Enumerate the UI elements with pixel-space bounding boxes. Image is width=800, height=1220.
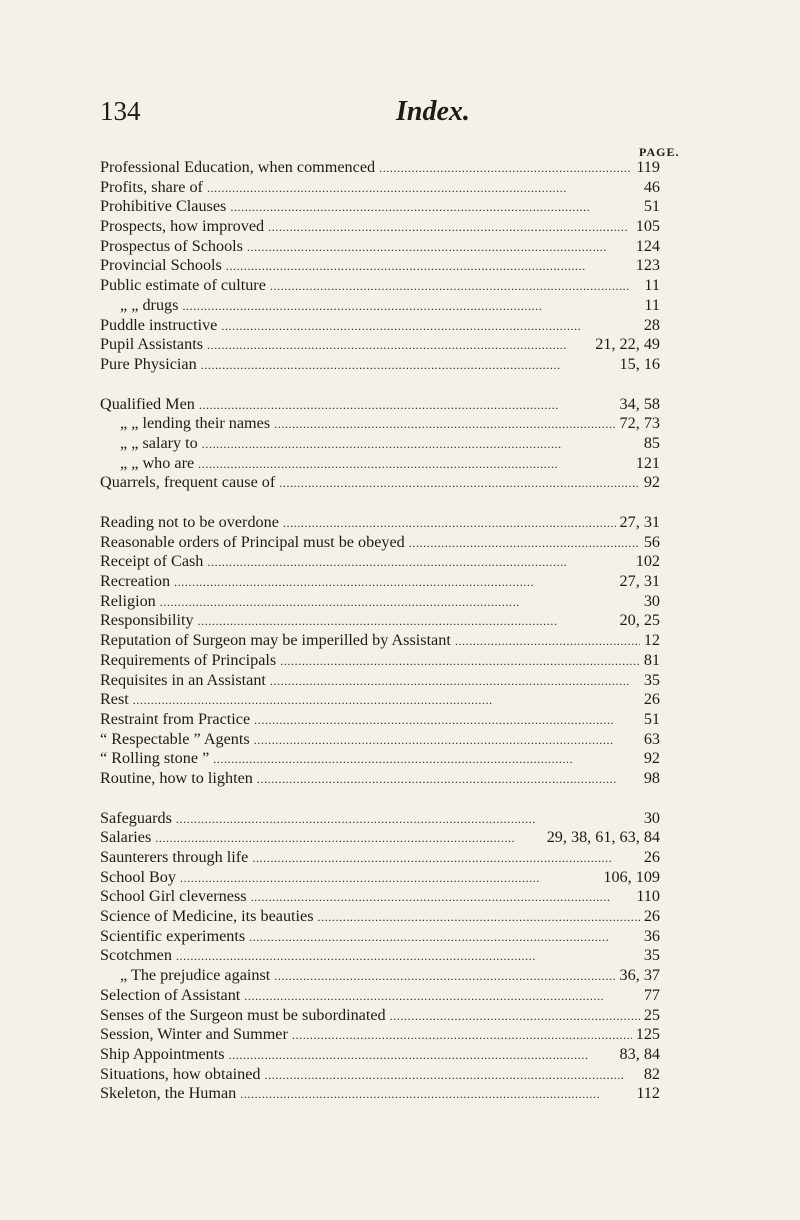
index-term: Reasonable orders of Principal must be obeyed	[100, 532, 405, 551]
index-pages: 28	[643, 315, 660, 334]
index-pages: 26	[643, 690, 660, 709]
index-pages: 30	[643, 808, 660, 827]
index-list	[100, 158, 660, 1124]
dot-leader	[274, 414, 615, 434]
dot-leader	[390, 1006, 640, 1026]
index-term: Skeleton, the Human	[100, 1084, 237, 1103]
index-pages: 77	[643, 985, 660, 1004]
index-entry	[100, 473, 660, 493]
index-entry	[100, 611, 660, 631]
index-term: Quarrels, frequent cause of	[100, 473, 276, 492]
index-entry	[100, 710, 660, 730]
index-pages: 35	[643, 670, 660, 689]
index-pages: 36	[643, 926, 660, 945]
dot-leader	[198, 611, 616, 631]
index-entry	[100, 197, 660, 217]
dot-leader	[202, 434, 640, 454]
index-entry	[100, 946, 660, 966]
index-pages: 85	[643, 433, 660, 452]
index-pages: 98	[643, 768, 660, 787]
index-term: Professional Education, when commenced	[100, 158, 376, 176]
dot-leader	[180, 868, 599, 888]
index-entry	[100, 1006, 660, 1026]
index-term: Scientific experiments	[100, 926, 246, 945]
index-entry	[100, 572, 660, 592]
index-section	[100, 513, 660, 789]
index-entry	[100, 217, 660, 237]
index-term: Puddle instructive	[100, 315, 218, 334]
dot-leader	[198, 454, 632, 474]
index-pages: 106, 109	[603, 867, 660, 886]
index-entry	[100, 335, 660, 355]
index-entry	[100, 907, 660, 927]
page-title: Index.	[396, 96, 470, 127]
index-entry	[100, 769, 660, 789]
index-term: Scotchmen	[100, 946, 172, 965]
index-pages: 92	[643, 473, 660, 492]
index-pages: 110	[636, 887, 660, 906]
index-pages: 30	[643, 591, 660, 610]
index-term: Senses of the Surgeon must be subordinated	[100, 1005, 386, 1024]
dot-leader	[207, 335, 591, 355]
index-term: Responsibility	[100, 611, 194, 630]
index-entry	[100, 316, 660, 336]
index-entry	[100, 533, 660, 553]
index-term: Situations, how obtained	[100, 1064, 261, 1083]
index-entry	[100, 986, 660, 1006]
index-term: Restraint from Practice	[100, 709, 251, 728]
index-pages: 63	[643, 729, 660, 748]
index-term: Salaries	[100, 828, 152, 847]
index-term: Religion	[100, 591, 156, 610]
index-term: Prohibitive Clauses	[100, 197, 227, 216]
index-term: Session, Winter and Summer	[100, 1025, 288, 1044]
index-term: Science of Medicine, its beauties	[100, 907, 314, 926]
index-term: School Boy	[100, 867, 176, 886]
dot-leader	[199, 395, 616, 415]
index-pages: 92	[643, 749, 660, 768]
index-section	[100, 395, 660, 493]
index-pages: 46	[643, 177, 660, 196]
index-term: School Girl cleverness	[100, 887, 247, 906]
index-term: Recreation	[100, 572, 171, 591]
index-pages: 12	[643, 631, 660, 650]
index-term: Profits, share of	[100, 177, 203, 196]
index-entry	[100, 414, 660, 434]
index-entry	[100, 296, 660, 316]
index-term: “ Rolling stone ”	[100, 749, 210, 768]
index-term: Qualified Men	[100, 394, 195, 413]
dot-leader	[247, 237, 632, 257]
index-entry	[100, 966, 660, 986]
dot-leader	[274, 966, 615, 986]
page-column-label: PAGE.	[639, 145, 680, 159]
dot-leader	[176, 946, 640, 966]
index-term: Reading not to be overdone	[100, 513, 279, 531]
index-pages: 51	[643, 709, 660, 728]
index-entry	[100, 651, 660, 671]
dot-leader	[230, 197, 639, 217]
dot-leader	[265, 1065, 640, 1085]
index-pages: 35	[643, 946, 660, 965]
index-entry	[100, 276, 660, 296]
index-entry	[100, 395, 660, 415]
index-entry	[100, 1065, 660, 1085]
index-entry	[100, 256, 660, 276]
dot-leader	[270, 671, 640, 691]
index-term: „ „ salary to	[120, 433, 198, 452]
dot-leader	[249, 927, 640, 947]
index-entry	[100, 848, 660, 868]
index-term: Requisites in an Assistant	[100, 670, 266, 689]
index-term: „ „ drugs	[120, 295, 179, 314]
index-entry	[100, 158, 660, 178]
dot-leader	[292, 1025, 632, 1045]
index-term: Safeguards	[100, 808, 172, 827]
dot-leader	[182, 296, 640, 316]
index-entry	[100, 730, 660, 750]
index-pages: 36, 37	[619, 966, 660, 985]
index-entry	[100, 868, 660, 888]
dot-leader	[160, 592, 640, 612]
page-number: 134	[100, 96, 141, 126]
dot-leader	[213, 749, 640, 769]
index-pages: 51	[643, 197, 660, 216]
index-term: „ The prejudice against	[120, 966, 271, 985]
index-pages: 124	[635, 236, 660, 255]
index-entry	[100, 454, 660, 474]
dot-leader	[251, 887, 633, 907]
dot-leader	[176, 809, 640, 829]
index-term: Prospects, how improved	[100, 217, 265, 236]
index-entry	[100, 434, 660, 454]
dot-leader	[207, 552, 631, 572]
index-entry	[100, 631, 660, 651]
index-pages: 20, 25	[619, 611, 660, 630]
index-entry	[100, 749, 660, 769]
index-pages: 26	[643, 848, 660, 866]
index-pages: 121	[635, 453, 660, 472]
dot-leader	[252, 848, 639, 868]
dot-leader	[257, 769, 640, 789]
index-term: Prospectus of Schools	[100, 236, 243, 255]
index-term: Pure Physician	[100, 354, 197, 373]
index-pages: 11	[644, 295, 660, 314]
dot-leader	[280, 651, 640, 671]
index-term: Routine, how to lighten	[100, 768, 253, 787]
index-entry	[100, 355, 660, 375]
index-term: “ Respectable ” Agents	[100, 729, 250, 748]
index-term: „ „ lending their names	[120, 414, 271, 433]
index-entry	[100, 809, 660, 829]
index-entry	[100, 828, 660, 848]
index-entry	[100, 887, 660, 907]
index-entry	[100, 552, 660, 572]
index-entry	[100, 513, 660, 533]
index-term: „ „ who are	[120, 453, 195, 472]
index-pages: 26	[643, 907, 660, 926]
index-pages: 25	[643, 1005, 660, 1024]
dot-leader	[201, 355, 616, 375]
index-pages: 82	[643, 1064, 660, 1083]
index-entry	[100, 671, 660, 691]
dot-leader	[155, 828, 542, 848]
index-pages: 112	[636, 1084, 660, 1103]
index-term: Ship Appointments	[100, 1044, 225, 1063]
index-pages: 15, 16	[619, 354, 660, 373]
index-term: Pupil Assistants	[100, 335, 203, 354]
dot-leader	[455, 631, 640, 651]
index-entry	[100, 1025, 660, 1045]
dot-leader	[283, 513, 616, 533]
dot-leader	[221, 316, 639, 336]
index-pages: 119	[636, 158, 660, 176]
dot-leader	[279, 473, 640, 493]
dot-leader	[240, 1084, 632, 1104]
index-pages: 123	[635, 256, 660, 275]
index-pages: 34, 58	[619, 394, 660, 413]
dot-leader	[244, 986, 640, 1006]
index-entry	[100, 237, 660, 257]
index-section	[100, 158, 660, 375]
dot-leader	[268, 217, 632, 237]
index-pages: 105	[635, 217, 660, 236]
index-pages: 27, 31	[619, 572, 660, 591]
index-term: Rest	[100, 690, 129, 709]
index-pages: 21, 22, 49	[595, 335, 660, 354]
dot-leader	[226, 256, 632, 276]
dot-leader	[174, 572, 615, 592]
dot-leader	[379, 158, 632, 178]
index-term: Public estimate of culture	[100, 276, 266, 295]
index-term: Reputation of Surgeon may be imperilled by Assistant	[100, 631, 451, 650]
index-term: Receipt of Cash	[100, 552, 204, 571]
index-pages: 56	[643, 532, 660, 551]
index-entry	[100, 1084, 660, 1104]
index-entry	[100, 592, 660, 612]
dot-leader	[254, 730, 640, 750]
index-term: Provincial Schools	[100, 256, 222, 275]
dot-leader	[270, 276, 641, 296]
dot-leader	[318, 907, 640, 927]
page-header	[100, 96, 700, 136]
dot-leader	[409, 533, 640, 553]
index-entry	[100, 690, 660, 710]
index-section	[100, 809, 660, 1104]
index-term: Saunterers through life	[100, 848, 249, 866]
index-pages: 27, 31	[619, 513, 660, 531]
dot-leader	[254, 710, 640, 730]
index-pages: 102	[635, 552, 660, 571]
dot-leader	[207, 178, 640, 198]
index-pages: 81	[643, 650, 660, 669]
index-term: Requirements of Principals	[100, 650, 277, 669]
index-pages: 83, 84	[619, 1044, 660, 1063]
index-entry	[100, 1045, 660, 1065]
dot-leader	[133, 690, 640, 710]
index-pages: 72, 73	[619, 414, 660, 433]
index-entry	[100, 178, 660, 198]
dot-leader	[229, 1045, 616, 1065]
index-term: Selection of Assistant	[100, 985, 241, 1004]
index-pages: 125	[635, 1025, 660, 1044]
index-pages: 29, 38, 61, 63, 84	[546, 828, 660, 847]
index-entry	[100, 927, 660, 947]
index-pages: 11	[644, 276, 660, 295]
